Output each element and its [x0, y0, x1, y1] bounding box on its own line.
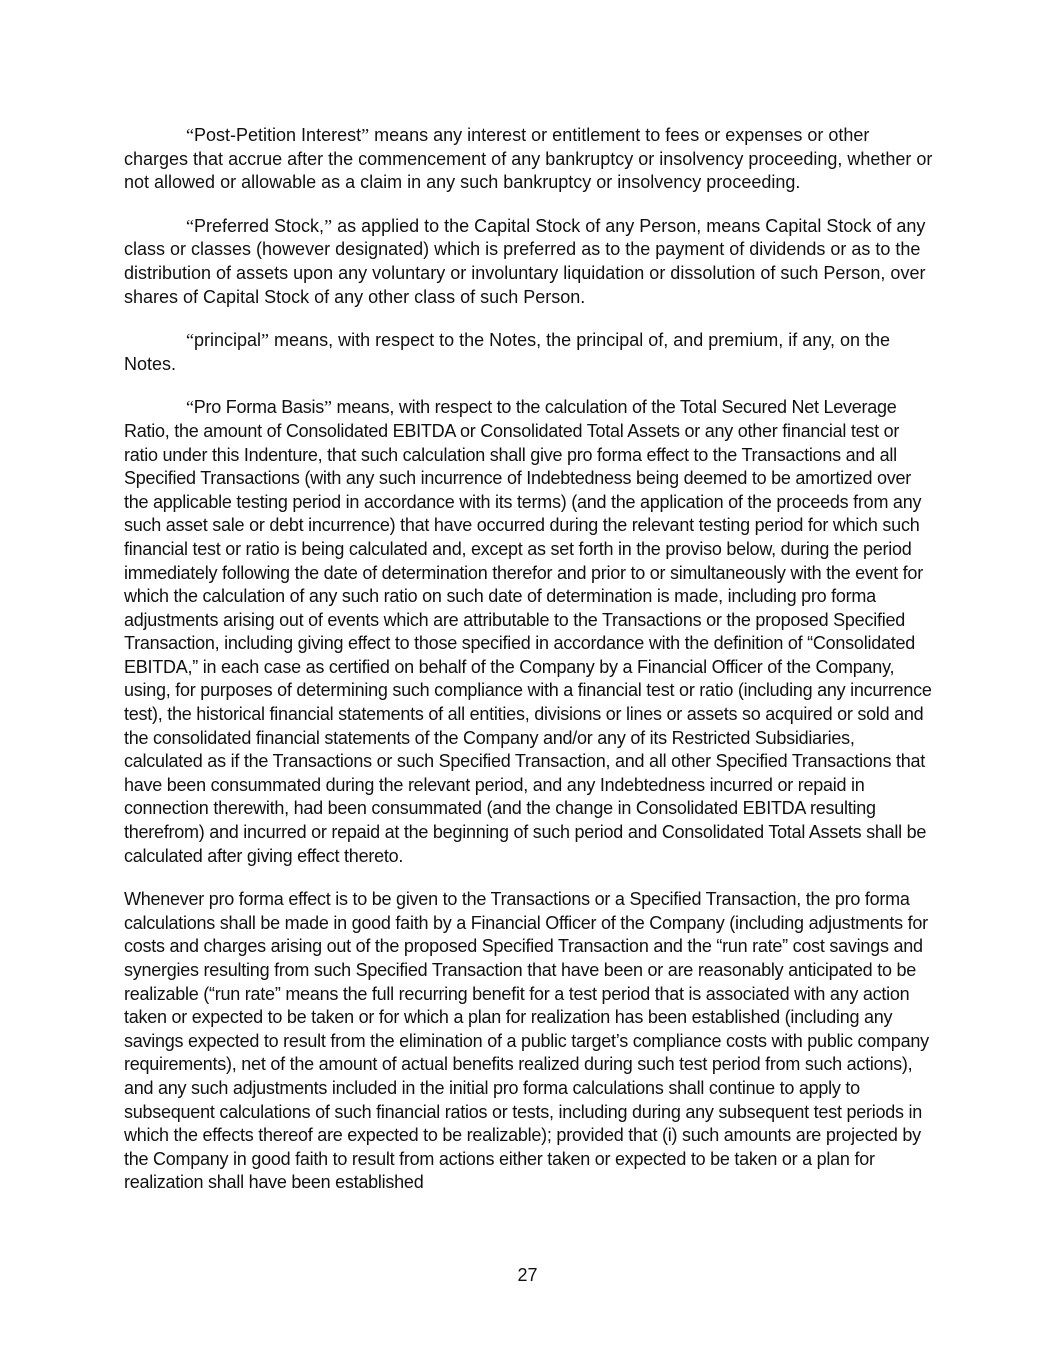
defined-term: principal: [194, 330, 262, 351]
definition-body: means, with respect to the Notes, the principal of, and premium, if any, on the Notes.: [124, 330, 891, 374]
definition-principal: [124, 329, 934, 376]
definition-body: as applied to the Capital Stock of any Person, means Capital Stock of any class or classes (however designated) which is preferred as to the payment of dividends or as to the distribution of assets upon any voluntary or involuntary liquidation or dissolution of such Person, over shares of Capital Stock of any other class of such Person.: [124, 215, 926, 307]
close-quote: ”: [324, 215, 333, 236]
pro-forma-continuation-paragraph: Whenever pro forma effect is to be given to the Transactions or a Specified Transaction, the pro forma calculations shall be made in good faith by a Financial Officer of the Company (including adjustments for costs and charges arising out of the proposed Specified Transaction and the “run rate” cost savings and synergies resulting from such Specified Transaction that have been or are reasonably anticipated to be realizable (“run rate” means the full recurring benefit for a test period that is associated with any action taken or expected to be taken or for which a plan for realization has been established (including any savings expected to result from the elimination of a public target’s compliance costs with public company requirements), net of the amount of actual benefits realized during such test period from such actions), and any such adjustments included in the initial pro forma calculations shall continue to apply to subsequent calculations of such financial ratios or tests, including during any subsequent test periods in which the effects thereof are expected to be realizable); provided that (i) such amounts are projected by the Company in good faith to result from actions either taken or expected to be taken or a plan for realization shall have been established: [124, 889, 929, 1193]
definition-pro-forma-basis: [124, 396, 934, 868]
definition-body: means, with respect to the calculation of the Total Secured Net Leverage Ratio, the amount of Consolidated EBITDA or Consolidated Total Assets or any other financial test or ratio under this Indenture, that such calculation shall give pro forma effect to the Transactions and all Specified Transactions (with any such incurrence of Indebtedness being deemed to be amortized over the applicable testing period in accordance with its terms) (and the application of the proceeds from any such asset sale or debt incurrence) that have occurred during the relevant testing period for which such financial test or ratio is being calculated and, except as set forth in the proviso below, during the period immediately following the date of determination therefor and prior to or simultaneously with the event for which the calculation of any such ratio on such date of determination is made, including pro forma adjustments arising out of events which are attributable to the Transactions or the proposed Specified Transaction, including giving effect to those specified in accordance with the definition of “Consolidated EBITDA,” in each case as certified on behalf of the Company by a Financial Officer of the Company, using, for purposes of determining such compliance with a financial test or ratio (including any incurrence test), the historical financial statements of all entities, divisions or lines or assets so acquired or sold and the consolidated financial statements of the Company and/or any of its Restricted Subsidiaries, calculated as if the Transactions or such Specified Transaction, and all other Specified Transactions that have been consummated during the relevant period, and any Indebtedness incurred or repaid in connection therewith, had been consummated (and the change in Consolidated EBITDA resulting therefrom) and incurred or repaid at the beginning of such period and Consolidated Total Assets shall be calculated after giving effect thereto.: [124, 397, 932, 866]
open-quote: “: [186, 215, 194, 236]
definition-post-petition-interest: [124, 124, 934, 195]
close-quote: ”: [361, 125, 370, 145]
defined-term: Pro Forma Basis: [193, 397, 325, 418]
open-quote: “: [186, 125, 194, 145]
page-number: 27: [517, 1265, 538, 1285]
definition-body: means any interest or entitlement to fees or expenses or other charges that accrue after the commencement of any bankruptcy or insolvency proceeding, whether or not allowed or allowable as a claim in any such bankruptcy or insolvency proceeding.: [124, 125, 933, 193]
defined-term: Post-Petition Interest: [194, 125, 362, 145]
open-quote: “: [186, 397, 194, 418]
definition-preferred-stock: [124, 215, 934, 309]
close-quote: ”: [324, 397, 332, 418]
open-quote: “: [186, 330, 194, 351]
defined-term: Preferred Stock,: [194, 215, 325, 236]
document-page: [124, 124, 934, 1215]
close-quote: ”: [261, 330, 270, 351]
